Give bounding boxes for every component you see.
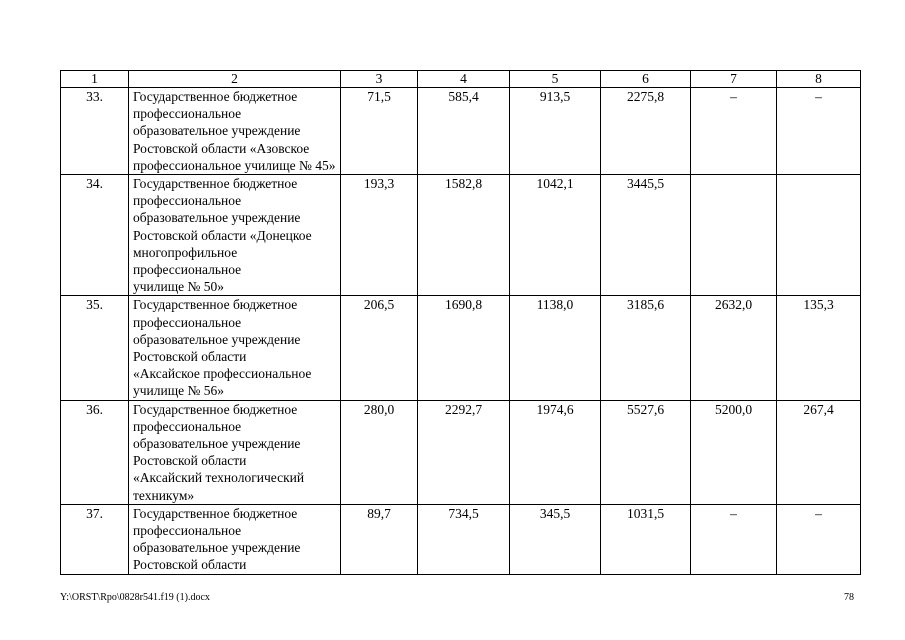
- institution-name-line: «Аксайский технологический: [133, 470, 305, 486]
- row-number: 36.: [61, 400, 129, 504]
- value-cell: 345,5: [510, 504, 601, 574]
- institution-name-line: профессиональное: [133, 106, 242, 122]
- header-row: [61, 71, 861, 88]
- institution-name: [129, 175, 341, 296]
- institution-name-line: многопрофильное: [133, 244, 238, 260]
- institution-name-line: профессиональное: [133, 262, 242, 278]
- value-cell: 1031,5: [601, 504, 691, 574]
- value-cell: 1042,1: [510, 175, 601, 296]
- institution-name-line: образовательное учреждение: [133, 123, 301, 139]
- institution-name: [129, 504, 341, 574]
- institution-name: [129, 296, 341, 400]
- column-header: 8: [777, 71, 861, 88]
- value-cell: 206,5: [341, 296, 418, 400]
- value-cell: 89,7: [341, 504, 418, 574]
- value-cell: 1974,6: [510, 400, 601, 504]
- column-header: 4: [418, 71, 510, 88]
- value-cell: 2292,7: [418, 400, 510, 504]
- table-row: [61, 88, 861, 175]
- value-cell: 2632,0: [691, 296, 777, 400]
- column-header: 5: [510, 71, 601, 88]
- institution-name-line: Ростовской области: [133, 557, 247, 573]
- table-row: [61, 296, 861, 400]
- institution-name-line: Государственное бюджетное: [133, 401, 298, 417]
- value-cell: 1138,0: [510, 296, 601, 400]
- value-cell: 2275,8: [601, 88, 691, 175]
- institution-name-line: профессиональное: [133, 418, 242, 434]
- value-cell: 3185,6: [601, 296, 691, 400]
- institution-name-line: училище № 50»: [133, 279, 224, 295]
- table-row: [61, 400, 861, 504]
- column-header: 1: [61, 71, 129, 88]
- value-cell: 135,3: [777, 296, 861, 400]
- value-cell: 1690,8: [418, 296, 510, 400]
- institution-name-line: Государственное бюджетное: [133, 297, 298, 313]
- table-body: [61, 88, 861, 575]
- row-number: 34.: [61, 175, 129, 296]
- institution-name-line: профессиональное: [133, 193, 242, 209]
- institution-name-line: Ростовской области «Донецкое: [133, 227, 312, 243]
- value-cell: 913,5: [510, 88, 601, 175]
- value-cell: –: [691, 88, 777, 175]
- institution-name: [129, 400, 341, 504]
- value-cell: –: [777, 88, 861, 175]
- institution-name-line: Ростовской области: [133, 453, 247, 469]
- institution-name-line: «Аксайское профессиональное: [133, 366, 312, 382]
- institution-name-line: образовательное учреждение: [133, 331, 301, 347]
- value-cell: 734,5: [418, 504, 510, 574]
- column-header: 7: [691, 71, 777, 88]
- column-header: 6: [601, 71, 691, 88]
- institution-name-line: Государственное бюджетное: [133, 89, 298, 104]
- institution-name-line: училище № 56»: [133, 383, 224, 399]
- value-cell: 280,0: [341, 400, 418, 504]
- row-number: 37.: [61, 504, 129, 574]
- table-row: [61, 504, 861, 574]
- row-number: 35.: [61, 296, 129, 400]
- column-header: 3: [341, 71, 418, 88]
- institution-name-line: образовательное учреждение: [133, 540, 301, 556]
- value-cell: 193,3: [341, 175, 418, 296]
- institution-name-line: профессиональное: [133, 314, 242, 330]
- value-cell: 585,4: [418, 88, 510, 175]
- data-table: [60, 70, 861, 575]
- value-cell: [777, 175, 861, 296]
- institution-name-line: Ростовской области: [133, 349, 247, 365]
- footer-file-path: Y:\ORST\Rpo\0828r541.f19 (1).docx: [60, 592, 210, 603]
- institution-name-line: Государственное бюджетное: [133, 176, 298, 192]
- value-cell: 1582,8: [418, 175, 510, 296]
- institution-name: [129, 88, 341, 175]
- row-number: 33.: [61, 88, 129, 175]
- value-cell: 5527,6: [601, 400, 691, 504]
- column-header: 2: [129, 71, 341, 88]
- institution-name-line: профессиональное училище № 45»: [133, 157, 336, 173]
- institution-name-line: образовательное учреждение: [133, 210, 301, 226]
- value-cell: 267,4: [777, 400, 861, 504]
- table-row: [61, 175, 861, 296]
- institution-name-line: образовательное учреждение: [133, 436, 301, 452]
- page-number: 78: [844, 592, 854, 603]
- value-cell: 5200,0: [691, 400, 777, 504]
- value-cell: 3445,5: [601, 175, 691, 296]
- institution-name-line: Ростовской области «Азовское: [133, 140, 310, 156]
- institution-name-line: профессиональное: [133, 523, 242, 539]
- value-cell: 71,5: [341, 88, 418, 175]
- value-cell: –: [691, 504, 777, 574]
- value-cell: [691, 175, 777, 296]
- value-cell: –: [777, 504, 861, 574]
- institution-name-line: Государственное бюджетное: [133, 505, 298, 521]
- institution-name-line: техникум»: [133, 487, 195, 503]
